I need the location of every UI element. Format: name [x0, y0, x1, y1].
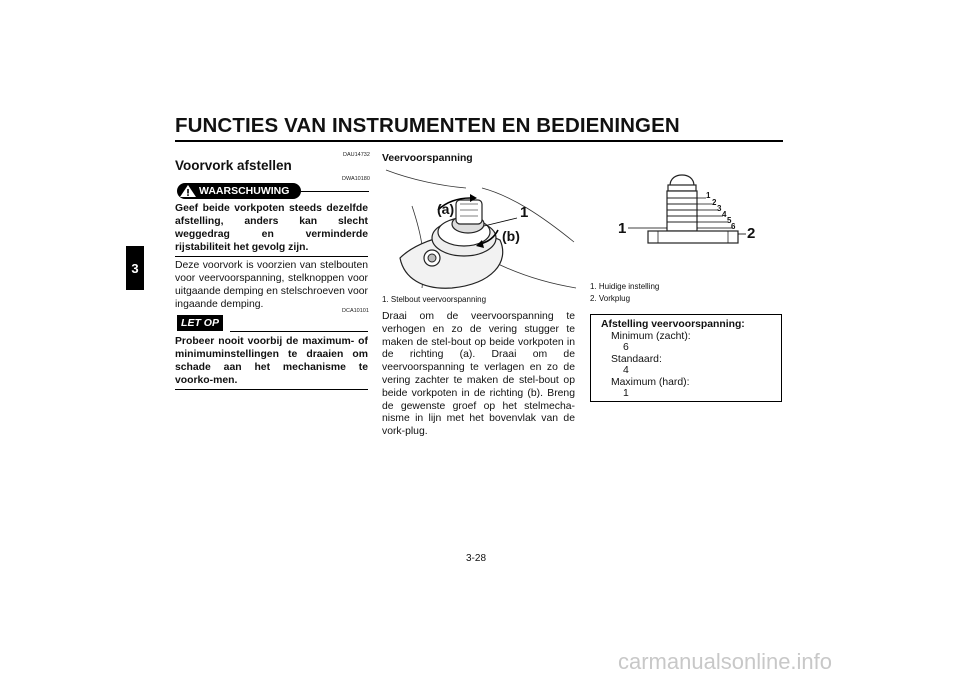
fork-plug-illustration: [620, 172, 770, 270]
warning-code: DWA10180: [342, 176, 370, 182]
figure-label-current-setting: 1: [618, 220, 627, 237]
spec-box: [590, 314, 782, 402]
groove-number-3: 3: [717, 204, 722, 213]
page-title: FUNCTIES VAN INSTRUMENTEN EN BEDIENINGEN: [175, 114, 680, 137]
doc-code: DAU14732: [343, 152, 370, 158]
groove-number-4: 4: [722, 210, 727, 219]
section-heading: Voorvork afstellen: [175, 158, 292, 173]
intro-text: Deze voorvork is voorzien van stelbouten voor veervoorspanning, stelknoppen voor uitgaande demping en stelschroeven voor ingaande demping.: [175, 260, 368, 310]
caption-current-setting: 1. Huidige instelling: [590, 282, 660, 291]
warning-label: WAARSCHUWING: [199, 185, 290, 197]
figure-label-a: (a): [437, 201, 455, 217]
groove-number-2: 2: [712, 198, 717, 207]
caution-end-line: [175, 389, 368, 390]
spec-max-label: Maximum (hard):: [611, 376, 690, 388]
groove-number-1: 1: [706, 191, 711, 200]
title-rule: [175, 140, 783, 142]
spec-std-label: Standaard:: [611, 353, 662, 365]
warning-end-line: [175, 256, 368, 257]
caution-badge: LET OP: [177, 315, 223, 331]
caution-code: DCA10101: [342, 308, 369, 314]
warning-text: Geef beide vorkpoten steeds dezelfde afstelling, anders kan slecht weggedrag en verminderde rijstabiliteit het gevolg zijn.: [175, 203, 368, 253]
section-tab: 3: [126, 246, 144, 290]
figure-label-b: (b): [502, 228, 520, 244]
figure-label-1: 1: [520, 204, 529, 221]
spec-min-value: 6: [623, 342, 629, 353]
adjust-instructions: Draai om de veervoorspanning te verhogen en zo de vering stugger te maken de stel-bout op beide vorkpoten in de richting (a). Draai om de veervoorspanning te verlagen en zo de vering zachter te maken de stel-bout op beide vorkpoten in de richting (b). Breng de gewenste groef op het stelmecha-nisme in lijn met het bovenvlak van de vork-plug.: [382, 311, 575, 438]
figure-caption: 1. Stelbout veervoorspanning: [382, 295, 487, 304]
groove-number-5: 5: [727, 216, 732, 225]
warning-badge: [177, 183, 301, 199]
warning-triangle-icon: [177, 184, 199, 198]
page-number: 3-28: [466, 553, 487, 564]
spec-min-label: Minimum (zacht):: [611, 330, 691, 342]
figure-label-fork-plug: 2: [747, 225, 756, 242]
spec-title: Afstelling veervoorspanning:: [601, 319, 745, 330]
spec-std-value: 4: [623, 365, 629, 376]
caution-text: Probeer nooit voorbij de maximum- of minimuminstellingen te draaien om schade aan het mechanisme te voorko-men.: [175, 336, 368, 386]
groove-number-6: 6: [731, 222, 736, 231]
subheading: Veervoorspanning: [382, 153, 473, 164]
watermark: carmanualsonline.info: [618, 649, 833, 674]
caution-line: [230, 331, 368, 332]
warning-line: [301, 191, 369, 192]
spec-max-value: 1: [623, 388, 629, 399]
caption-fork-plug: 2. Vorkplug: [590, 294, 631, 303]
preload-adjuster-illustration: [382, 166, 578, 292]
